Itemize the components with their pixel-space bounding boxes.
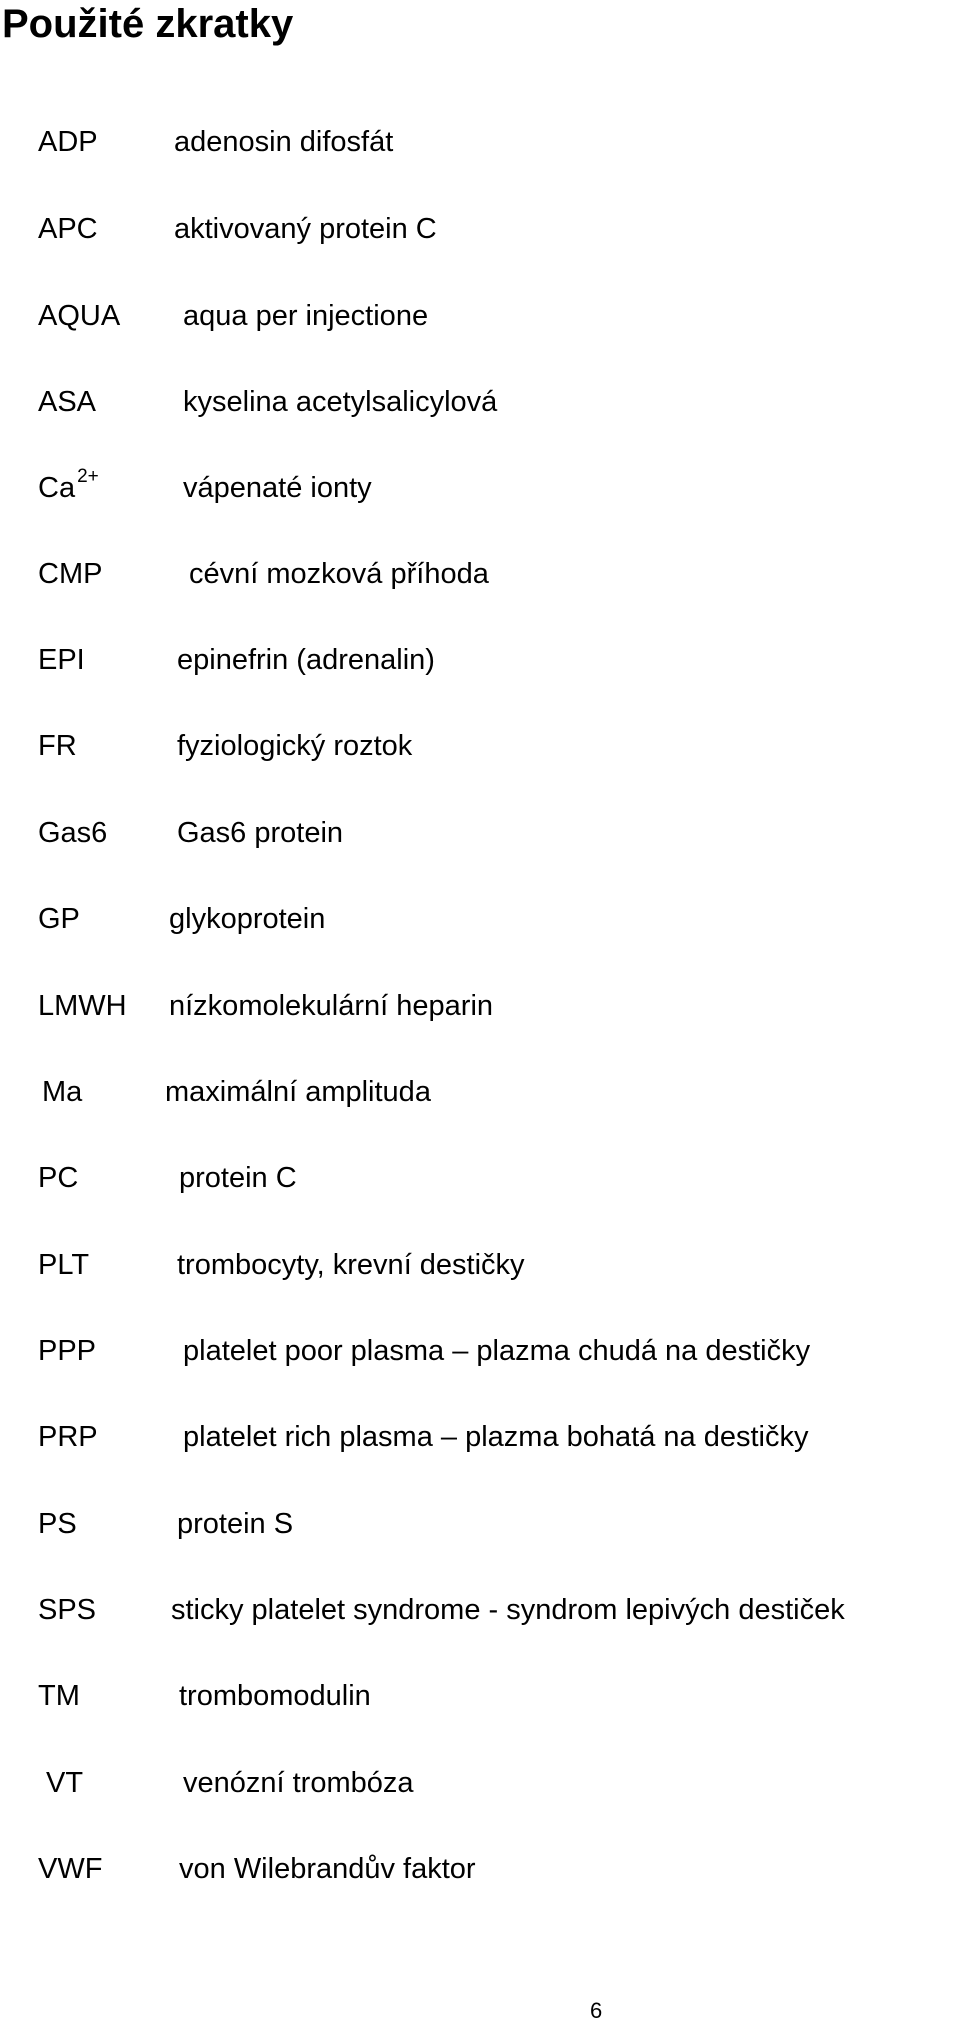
abbreviation-row	[0, 815, 960, 865]
abbreviation-term	[38, 124, 98, 160]
abbreviation-definition: sticky platelet syndrome - syndrom lepivých destiček	[171, 1594, 845, 1626]
abbreviation-term	[38, 642, 85, 678]
abbreviation-definition: protein S	[177, 1508, 294, 1540]
abbreviation-definition: maximální amplituda	[165, 1076, 431, 1108]
abbreviation-term-text: ADP	[38, 126, 98, 158]
abbreviation-term-text: PRP	[38, 1421, 98, 1453]
abbreviation-term-text: AQUA	[38, 300, 121, 332]
abbreviation-definition: venózní trombóza	[183, 1767, 414, 1799]
abbreviation-row	[0, 1851, 960, 1901]
abbreviation-definition: epinefrin (adrenalin)	[177, 644, 435, 676]
abbreviation-definition: aqua per injectione	[183, 300, 429, 332]
abbreviation-term	[38, 1333, 96, 1369]
abbreviation-term-text: GP	[38, 903, 80, 935]
abbreviation-term-text: VWF	[38, 1853, 103, 1885]
abbreviation-row	[0, 211, 960, 261]
abbreviation-row	[0, 1333, 960, 1383]
abbreviation-superscript: 2+	[77, 466, 99, 488]
abbreviation-term	[38, 988, 127, 1024]
abbreviation-term	[38, 466, 99, 506]
abbreviation-term	[38, 556, 102, 592]
page-title: Použité zkratky	[2, 2, 294, 46]
abbreviation-row	[0, 298, 960, 348]
abbreviation-term-text: Ma	[42, 1076, 83, 1108]
abbreviation-row	[0, 1592, 960, 1642]
page-number: 6	[590, 1998, 603, 2023]
abbreviation-term-text: APC	[38, 213, 98, 245]
abbreviation-term	[42, 1074, 82, 1110]
abbreviation-definition: Gas6 protein	[177, 817, 344, 849]
abbreviation-term	[46, 1765, 83, 1801]
abbreviation-term-text: LMWH	[38, 990, 127, 1022]
abbreviation-row	[0, 1247, 960, 1297]
abbreviation-row	[0, 384, 960, 434]
abbreviation-definition: platelet rich plasma – plazma bohatá na destičky	[183, 1421, 809, 1453]
abbreviation-row	[0, 642, 960, 692]
abbreviation-term	[38, 1851, 102, 1887]
abbreviation-row	[0, 1419, 960, 1469]
abbreviation-row	[0, 988, 960, 1038]
abbreviation-term-text: PLT	[38, 1249, 90, 1281]
abbreviation-row	[0, 1678, 960, 1728]
abbreviation-term-text: TM	[38, 1680, 80, 1712]
abbreviation-term-text: Ca	[38, 472, 76, 504]
abbreviation-definition: glykoprotein	[169, 903, 326, 935]
abbreviation-term	[38, 1160, 78, 1196]
abbreviation-term-text: CMP	[38, 558, 103, 590]
abbreviation-term-text: PPP	[38, 1335, 97, 1367]
abbreviation-row	[0, 556, 960, 606]
abbreviation-term-text: PC	[38, 1162, 79, 1194]
abbreviation-row	[0, 1765, 960, 1815]
abbreviation-row	[0, 1074, 960, 1124]
abbreviation-definition: trombocyty, krevní destičky	[177, 1249, 525, 1281]
abbreviation-term	[38, 384, 96, 420]
abbreviation-row	[0, 124, 960, 174]
abbreviation-definition: adenosin difosfát	[174, 126, 394, 158]
abbreviation-definition: cévní mozková příhoda	[189, 558, 489, 590]
abbreviation-row	[0, 466, 960, 520]
abbreviation-definition: platelet poor plasma – plazma chudá na destičky	[183, 1335, 811, 1367]
abbreviation-row	[0, 1506, 960, 1556]
abbreviation-definition: kyselina acetylsalicylová	[183, 386, 498, 418]
abbreviation-row	[0, 901, 960, 951]
abbreviation-definition: nízkomolekulární heparin	[169, 990, 494, 1022]
abbreviation-term-text: PS	[38, 1508, 77, 1540]
abbreviation-row	[0, 728, 960, 778]
abbreviation-term	[38, 1247, 89, 1283]
abbreviation-term-text: EPI	[38, 644, 85, 676]
abbreviation-term-text: Gas6	[38, 817, 108, 849]
abbreviation-term	[38, 211, 98, 247]
abbreviation-definition: fyziologický roztok	[177, 730, 413, 762]
abbreviation-term	[38, 298, 120, 334]
abbreviation-term-text: VT	[46, 1767, 84, 1799]
abbreviation-term	[38, 901, 80, 937]
abbreviation-term	[38, 728, 77, 764]
abbreviation-definition: protein C	[179, 1162, 297, 1194]
abbreviation-term	[38, 815, 107, 851]
abbreviation-definition: von Wilebrandův faktor	[179, 1853, 476, 1885]
abbreviation-term-text: SPS	[38, 1594, 97, 1626]
abbreviation-term	[38, 1592, 96, 1628]
abbreviation-term-text: ASA	[38, 386, 97, 418]
abbreviation-term	[38, 1506, 77, 1542]
abbreviation-term	[38, 1419, 98, 1455]
abbreviation-row	[0, 1160, 960, 1210]
abbreviation-definition: aktivovaný protein C	[174, 213, 437, 245]
abbreviation-term-text: FR	[38, 730, 77, 762]
abbreviation-definition: vápenaté ionty	[183, 472, 372, 504]
abbreviation-term	[38, 1678, 80, 1714]
abbreviation-definition: trombomodulin	[179, 1680, 371, 1712]
